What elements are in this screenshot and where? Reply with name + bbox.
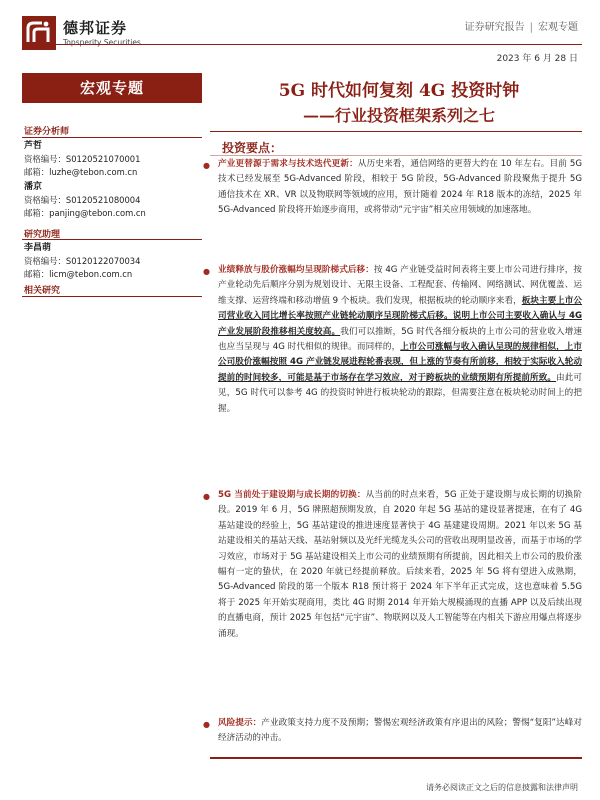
summary-divider (210, 155, 582, 156)
analysts-heading: 证券分析师 (24, 127, 70, 137)
paragraph-lead: 产业更替源于需求与技术迭代更新： (218, 159, 358, 169)
paragraph-highlight: 板块主要上市公司营业收入同比增长率按照产业链轮动顺序呈现阶梯式后移。说明上市公司主要收入确认与 4G 产业发展阶段推移相关度较高。 (218, 295, 582, 337)
paragraph-text: 从历史来看，通信网络的更替大约在 10 年左右。目前 5G 技术已经发展至 5G-Advanced 阶段，相较于 5G 阶段，5G-Advanced 阶段聚焦于提升 5G 通信技术在 XR、VR 以及物联网等领域的应用，预计随着 2024 年 R18 版本的冻结，2025 年 5G-Advanced 阶段将开始逐步商用，或将带动“元宇宙”相关应用领域的加速落地。 (218, 159, 582, 216)
analyst-email[interactable]: 邮箱：panjing@tebon.com.cn (24, 208, 146, 218)
analyst-name: 潘京 (24, 182, 43, 192)
analyst-name: 芦哲 (24, 141, 43, 151)
bullet-icon: ● (203, 161, 210, 170)
paragraph-lead: 业绩释放与股价涨幅均呈现阶梯式后移： (218, 265, 374, 275)
category-label: 证券研究报告 (464, 22, 525, 33)
report-type-label: 宏观专题 (538, 22, 578, 33)
report-category (465, 18, 578, 33)
header-divider (22, 44, 582, 45)
researcher-heading: 研究助理 (24, 230, 61, 240)
researcher-divider (22, 239, 202, 240)
paragraph-text: 从当前的时点来看，5G 正处于建设期与成长期的切换阶段。2019 年 6 月，5G 牌照超预期发放，自 2020 年起 5G 基站的建设显著提速，在有了 4G 基站建设的经验上，5G 基站建设的推进速度显著快于 4G 基建建设周期。2021 年以来 5G 基站建设相关的基站天线、基站射频以及光纤光缆龙头公司的营收出现明显改善，而基于市场的学习效应，市场对于 5G 基站建设相关上市公司的业绩预期有所提前，因此相关上市公司的股价涨幅有一定的蛰伏，在 2020 年就已经提前释放。后续来看，2025 年 5G 将有望进入成熟期，5G-Advanced 阶段的第一个版本 R18 预计将于 2024 年下半年正式完成，这也意味着 5.5G 将于 2025 年开始实现商用，类比 4G 时期 2014 年开始大规模涌现的直播 APP 以及后续出现的直播电商，预计 2025 年包括“元宇宙”、物联网以及人工智能等在内相关下游应用爆点将逐步涌现。 (218, 490, 582, 639)
related-research-divider (22, 296, 202, 297)
summary-paragraph (218, 716, 582, 747)
analyst-cert: 资格编号：S0120521080004 (24, 195, 141, 205)
analysts-divider (22, 137, 202, 138)
summary-heading: 投资要点： (222, 141, 283, 155)
analyst-card (24, 181, 146, 220)
summary-paragraph (218, 263, 582, 417)
report-title: 5G 时代如何复刻 4G 投资时钟 (278, 81, 520, 101)
bullet-icon: ● (203, 720, 210, 729)
header-separator: | (529, 22, 533, 33)
analyst-cert: 资格编号：S0120521070001 (24, 154, 141, 164)
analyst-email[interactable]: 邮箱：luzhe@tebon.com.cn (24, 167, 138, 177)
footer-divider (210, 757, 582, 759)
brand-name: 德邦证券 (63, 19, 128, 37)
researcher-email[interactable]: 邮箱：licm@tebon.com.cn (24, 269, 133, 279)
bullet-icon: ● (203, 267, 210, 276)
summary-paragraph (218, 157, 582, 219)
analyst-card (24, 140, 140, 179)
bullet-icon: ● (203, 492, 210, 501)
report-subtitle: ——行业投资框架系列之七 (302, 106, 495, 125)
researcher-card (24, 242, 140, 281)
disclaimer-note: 请务必阅读正文之后的信息披露和法律声明 (426, 783, 578, 792)
summary-paragraph (218, 488, 582, 642)
paragraph-lead: 5G 当前处于建设期与成长期的切换： (218, 490, 366, 500)
paragraph-text: 按 4G 产业链受益时间表将主要上市公司进行排序，按产业轮动先后顺序分别为规划设计、无限主设备、工程配套、传输网、网络测试、网优覆盖、运维支撑、运营终端和移动增值 9 个板块。我们发现，根据板块的轮动顺序来看， (218, 265, 582, 306)
paragraph-highlight: 上市公司涨幅与收入确认呈现的规律相似，上市公司股价涨幅按照 4G 产业链发展进程轮番表现，但上涨的节奏有所前移，相较于实际收入轮动提前的时间较多，可能是基于市场存在学习效应，对于跨板块的业绩预期有所提前所致。 (218, 342, 582, 383)
researcher-cert: 资格编号：S0120122070034 (24, 256, 141, 266)
paragraph-text: 我们可以推断，5G 时代各细分板块的上市公司的营业收入增速也应当呈现与 4G 时代相似的规律。而同样的， (218, 326, 582, 353)
title-divider (210, 131, 582, 132)
researcher-name: 李昌萌 (24, 243, 52, 253)
report-date: 2023 年 6 月 28 日 (496, 54, 578, 64)
brand-english-name: Topsperity Securities (63, 38, 141, 47)
paragraph-text: 由此可见，5G 时代可以参考 4G 的投资时钟进行板块轮动的跟踪，但需要注意在板块轮动时间上的把握。 (218, 372, 582, 414)
report-type-banner: 宏观专题 (22, 73, 202, 103)
paragraph-lead: 风险提示： (218, 718, 262, 728)
paragraph-text: 产业政策支持力度不及预期；警惕宏观经济政策有序退出的风险；警惕“复阳”达峰对经济活动的冲击。 (218, 718, 582, 744)
related-research-heading: 相关研究 (24, 286, 61, 296)
